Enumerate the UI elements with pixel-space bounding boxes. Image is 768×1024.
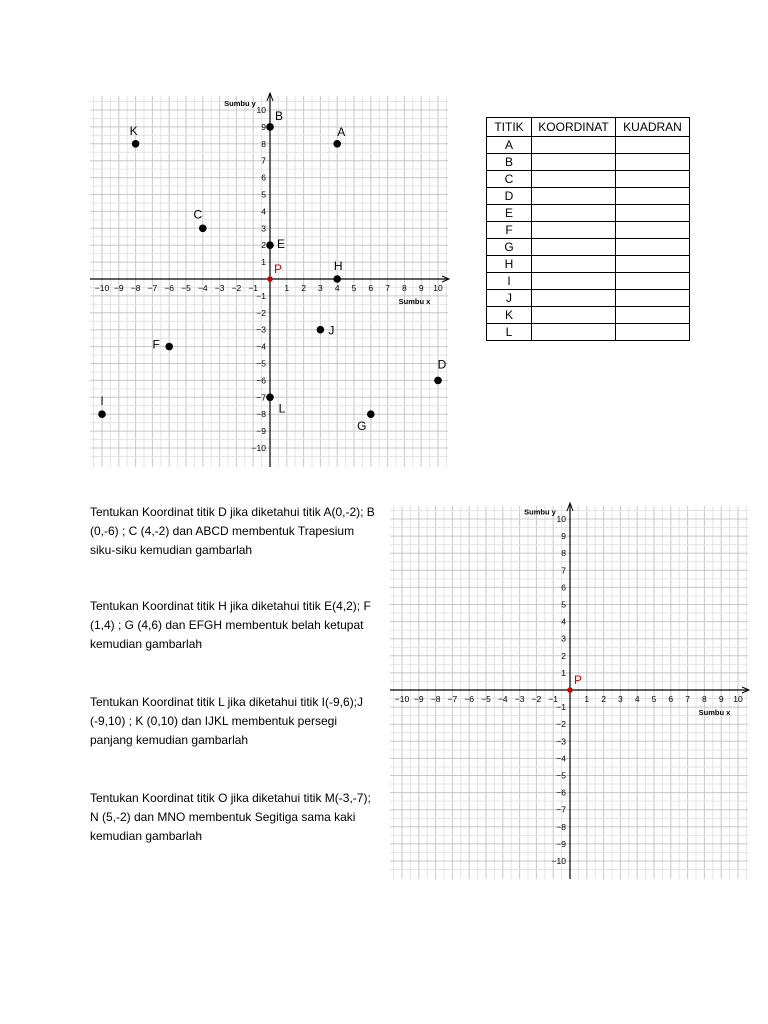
coordinate-table: [486, 117, 690, 341]
x-tick-label: −6: [464, 694, 475, 704]
y-tick-label: −6: [556, 787, 566, 798]
coordinate-answer-table: [486, 117, 690, 341]
table-row: [487, 290, 690, 307]
y-tick-label: −9: [256, 426, 266, 437]
header-kuadran: KUADRAN: [616, 118, 690, 137]
x-axis-label: Sumbu x: [398, 297, 431, 306]
y-tick-label: −4: [556, 753, 566, 764]
x-tick-label: 1: [284, 283, 290, 293]
table-row: [487, 307, 690, 324]
point-label-e: E: [276, 237, 286, 252]
cell-koordinat: [532, 307, 616, 324]
y-tick-label: −10: [551, 856, 566, 866]
origin-label: P: [574, 673, 583, 687]
origin-label: P: [274, 262, 283, 276]
y-tick-label: 2: [561, 650, 566, 661]
cell-kuadran: [616, 154, 690, 171]
y-tick-label: 3: [261, 223, 266, 234]
point-label-a: A: [337, 124, 346, 139]
cell-koordinat: [532, 239, 616, 256]
y-tick-label: 6: [261, 172, 266, 183]
y-tick-label: 3: [561, 633, 566, 644]
point-label-h: H: [333, 259, 343, 273]
y-tick-label: −3: [556, 736, 566, 747]
x-tick-label: −2: [231, 283, 242, 293]
x-axis-arrow-icon: [742, 687, 749, 693]
y-tick-label: −3: [256, 324, 266, 335]
point-label-k: K: [129, 123, 138, 138]
y-tick-label: 1: [561, 667, 566, 678]
cell-titik: A: [487, 137, 532, 154]
x-tick-label: 6: [368, 283, 374, 293]
y-tick-label: −6: [256, 375, 266, 386]
table-header-row: [487, 118, 690, 137]
x-tick-label: 4: [634, 694, 640, 704]
y-axis-label: Sumbu y: [524, 507, 556, 517]
y-tick-label: −2: [256, 307, 266, 318]
table-row: [487, 273, 690, 290]
plot-1: [390, 503, 749, 879]
x-tick-label: −1: [548, 694, 559, 704]
origin-point: [567, 687, 573, 693]
y-tick-label: −4: [256, 341, 266, 352]
x-tick-label: 9: [418, 283, 424, 293]
y-tick-label: 4: [261, 206, 266, 217]
y-tick-label: 7: [261, 155, 266, 166]
point-label-l: L: [278, 401, 286, 416]
cell-koordinat: [532, 256, 616, 273]
x-tick-label: −10: [94, 283, 110, 293]
table-row: [487, 154, 690, 171]
y-tick-label: 9: [561, 531, 566, 542]
y-tick-label: 10: [256, 105, 266, 115]
y-tick-label: 5: [261, 189, 266, 200]
table-row: [487, 188, 690, 205]
x-tick-label: −1: [248, 283, 259, 293]
cell-koordinat: [532, 188, 616, 205]
header-titik: TITIK: [487, 118, 532, 137]
cell-koordinat: [532, 171, 616, 188]
point-e: [266, 241, 274, 249]
cell-titik: K: [487, 307, 532, 324]
x-tick-label: 7: [385, 283, 390, 293]
cell-titik: E: [487, 205, 532, 222]
y-tick-label: −1: [256, 290, 266, 301]
y-tick-label: 9: [261, 121, 266, 132]
origin-point: [267, 276, 273, 282]
x-tick-label: −7: [447, 694, 458, 704]
x-tick-label: −8: [130, 283, 141, 293]
point-label-c: C: [193, 207, 203, 222]
question-4: Tentukan Koordinat titik O jika diketahui titik M(-3,-7); N (5,-2) dan MNO membentuk Segitiga sama kaki kemudian gambarlah: [90, 791, 371, 843]
x-tick-label: 10: [433, 283, 443, 293]
x-tick-label: 8: [702, 694, 707, 704]
point-k: [132, 140, 140, 148]
header-koordinat: KOORDINAT: [532, 118, 616, 137]
x-tick-label: −7: [147, 283, 158, 293]
y-tick-label: −8: [556, 821, 566, 832]
point-label-i: I: [100, 394, 104, 409]
cell-kuadran: [616, 222, 690, 239]
x-tick-label: 5: [351, 283, 357, 293]
cell-kuadran: [616, 137, 690, 154]
table-row: [487, 239, 690, 256]
y-tick-label: 2: [261, 240, 266, 251]
point-b: [266, 123, 274, 131]
x-tick-label: 3: [318, 283, 323, 293]
y-tick-label: −5: [556, 770, 566, 781]
cell-kuadran: [616, 307, 690, 324]
x-tick-label: 5: [651, 694, 657, 704]
x-tick-label: 2: [601, 694, 606, 704]
point-c: [199, 225, 207, 233]
question-3: Tentukan Koordinat titik L jika diketahui titik I(-9,6);J (-9,10) ; K (0,10) dan IJKL membentuk persegi panjang kemudian gambarlah: [90, 695, 364, 747]
x-tick-label: 9: [718, 694, 724, 704]
y-tick-label: 6: [561, 582, 566, 593]
cell-koordinat: [532, 273, 616, 290]
cell-kuadran: [616, 239, 690, 256]
x-tick-label: −9: [413, 694, 424, 704]
y-tick-label: 5: [561, 599, 566, 610]
x-axis-label: Sumbu x: [698, 708, 731, 717]
x-tick-label: −9: [113, 283, 124, 293]
question-1: Tentukan Koordinat titik D jika diketahui titik A(0,-2); B (0,-6) ; C (4,-2) dan ABCD membentuk Trapesium siku-siku kemudian gambarlah: [90, 505, 375, 557]
point-label-d: D: [437, 357, 447, 372]
table-row: [487, 137, 690, 154]
x-tick-label: −10: [394, 694, 410, 704]
cell-titik: L: [487, 324, 532, 341]
cell-titik: J: [487, 290, 532, 307]
point-label-b: B: [274, 108, 284, 123]
y-tick-label: −2: [556, 719, 566, 730]
y-tick-label: −9: [556, 838, 566, 849]
point-d: [434, 377, 442, 385]
point-j: [317, 326, 325, 334]
cell-koordinat: [532, 324, 616, 341]
cell-kuadran: [616, 256, 690, 273]
x-tick-label: −4: [497, 694, 508, 704]
cell-titik: C: [487, 171, 532, 188]
cell-koordinat: [532, 154, 616, 171]
y-axis-label: Sumbu y: [224, 98, 256, 108]
grid-lines: [390, 506, 748, 879]
x-tick-label: −6: [164, 283, 175, 293]
cell-titik: G: [487, 239, 532, 256]
table-row: [487, 171, 690, 188]
x-tick-label: 6: [668, 694, 674, 704]
cell-kuadran: [616, 171, 690, 188]
x-tick-label: −3: [214, 283, 225, 293]
cell-titik: B: [487, 154, 532, 171]
y-tick-label: 1: [261, 257, 266, 268]
x-tick-label: 1: [584, 694, 590, 704]
point-i: [98, 410, 106, 418]
y-axis-arrow-icon: [567, 503, 573, 511]
table-row: [487, 222, 690, 239]
x-tick-label: 7: [685, 694, 690, 704]
x-tick-label: −8: [430, 694, 441, 704]
y-tick-label: −10: [251, 443, 266, 453]
point-l: [266, 394, 274, 402]
point-g: [367, 410, 375, 418]
table-row: [487, 256, 690, 273]
y-tick-label: 8: [561, 548, 566, 559]
cell-koordinat: [532, 137, 616, 154]
y-tick-label: −5: [256, 358, 266, 369]
x-tick-label: 4: [334, 283, 340, 293]
cell-koordinat: [532, 222, 616, 239]
y-tick-label: 10: [556, 514, 566, 524]
cell-titik: D: [487, 188, 532, 205]
cell-kuadran: [616, 273, 690, 290]
y-tick-label: 8: [261, 138, 266, 149]
point-label-f: F: [152, 337, 160, 352]
cell-kuadran: [616, 290, 690, 307]
plot-0: [90, 93, 449, 467]
point-f: [165, 343, 173, 351]
x-tick-label: −2: [531, 694, 542, 704]
x-tick-label: −5: [181, 283, 191, 293]
y-tick-label: −7: [256, 392, 266, 403]
y-tick-label: −7: [556, 804, 566, 815]
point-h: [333, 275, 341, 283]
cell-kuadran: [616, 188, 690, 205]
cell-titik: H: [487, 256, 532, 273]
cell-kuadran: [616, 205, 690, 222]
cell-koordinat: [532, 290, 616, 307]
x-tick-label: 3: [618, 694, 623, 704]
cell-titik: F: [487, 222, 532, 239]
point-label-g: G: [357, 419, 367, 434]
cell-kuadran: [616, 324, 690, 341]
table-row: [487, 324, 690, 341]
y-tick-label: 7: [561, 565, 566, 576]
y-tick-label: −1: [556, 702, 566, 713]
y-tick-label: −8: [256, 409, 266, 420]
x-tick-label: −3: [514, 694, 525, 704]
cell-koordinat: [532, 205, 616, 222]
point-a: [333, 140, 341, 148]
table-row: [487, 205, 690, 222]
x-tick-label: 8: [402, 283, 407, 293]
point-label-j: J: [328, 323, 335, 338]
x-tick-label: −5: [481, 694, 491, 704]
x-tick-label: −4: [197, 283, 208, 293]
cell-titik: I: [487, 273, 532, 290]
y-tick-label: 4: [561, 616, 566, 627]
x-tick-label: 2: [301, 283, 306, 293]
question-2: Tentukan Koordinat titik H jika diketahui titik E(4,2); F (1,4) ; G (4,6) dan EFGH membentuk belah ketupat kemudian gambarlah: [90, 599, 371, 651]
x-tick-label: 10: [733, 694, 743, 704]
